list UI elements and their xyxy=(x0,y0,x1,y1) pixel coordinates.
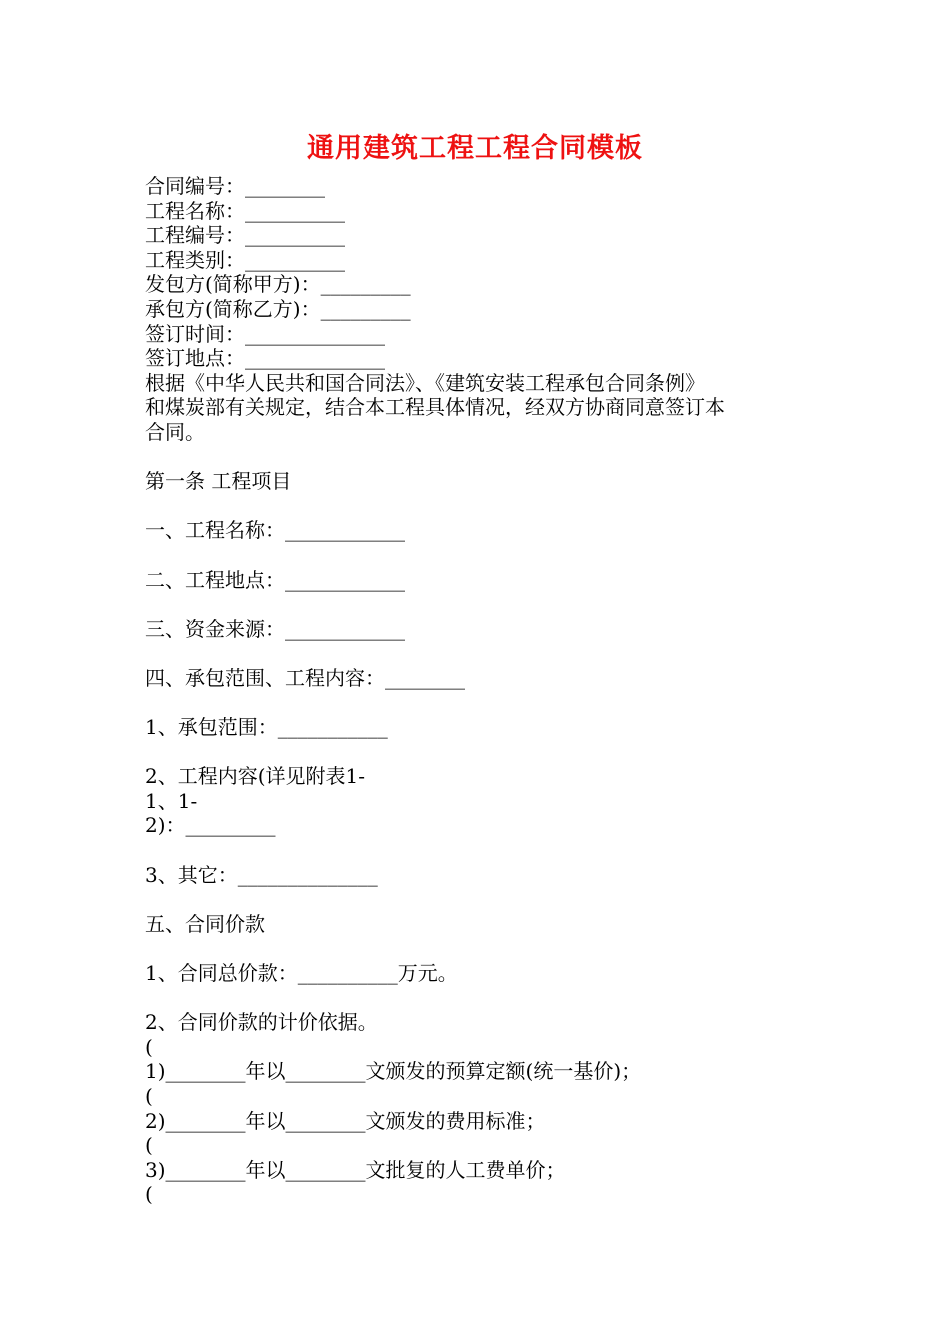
blank-line xyxy=(145,986,815,1011)
body-line: 2)________年以________文颁发的费用标准； xyxy=(145,1108,546,1133)
body-line: 工程名称：__________ xyxy=(145,198,345,223)
blank-line xyxy=(145,740,815,765)
document-body xyxy=(145,174,815,1207)
body-line: 二、工程地点：____________ xyxy=(145,567,405,592)
body-line: 四、承包范围、工程内容：________ xyxy=(145,665,465,690)
body-line: 3)________年以________文批复的人工费单价； xyxy=(145,1157,566,1182)
body-line: 签订地点：______________ xyxy=(145,346,385,371)
body-line: 1、合同总价款：__________万元。 xyxy=(145,961,458,985)
body-line: 一、工程名称：____________ xyxy=(145,518,405,543)
blank-line xyxy=(145,690,815,715)
body-line: ( xyxy=(145,1133,153,1158)
body-line: 合同编号：________ xyxy=(145,174,325,198)
body-line: 第一条 工程项目 xyxy=(145,469,292,494)
body-line: 3、其它：______________ xyxy=(145,862,378,887)
body-line: 签订时间：______________ xyxy=(145,321,385,346)
body-line: 工程类别：__________ xyxy=(145,247,345,272)
blank-line xyxy=(145,887,815,912)
blank-line xyxy=(145,838,815,863)
body-line: 根据《中华人民共和国合同法》、《建筑安装工程承包合同条例》 xyxy=(145,370,705,395)
body-line: 2)：_________ xyxy=(145,813,276,838)
blank-line xyxy=(145,936,815,961)
body-line: ( xyxy=(145,1083,153,1108)
body-line: 和煤炭部有关规定，结合本工程具体情况，经双方协商同意签订本 xyxy=(145,395,725,420)
body-line: 三、资金来源：____________ xyxy=(145,616,405,641)
body-line: ( xyxy=(145,1182,153,1207)
body-line: 1、1- xyxy=(145,788,198,813)
body-line: 2、工程内容(详见附表1- xyxy=(145,764,366,789)
blank-line xyxy=(145,445,815,470)
body-line: 1、承包范围：___________ xyxy=(145,715,388,740)
document-title: 通用建筑工程工程合同模板 xyxy=(307,133,643,164)
blank-line xyxy=(145,641,815,666)
blank-line xyxy=(145,494,815,519)
blank-line xyxy=(145,543,815,568)
body-line: 1)________年以________文颁发的预算定额(统一基价)； xyxy=(145,1059,642,1084)
body-line: 承包方(简称乙方)：_________ xyxy=(145,296,411,321)
body-line: 五、合同价款 xyxy=(145,911,265,936)
body-line: 合同。 xyxy=(145,419,205,444)
body-line: 工程编号：__________ xyxy=(145,223,345,248)
body-line: 发包方(简称甲方)：_________ xyxy=(145,272,411,297)
blank-line xyxy=(145,592,815,617)
body-line: ( xyxy=(145,1034,153,1059)
body-line: 2、合同价款的计价依据。 xyxy=(145,1010,378,1035)
